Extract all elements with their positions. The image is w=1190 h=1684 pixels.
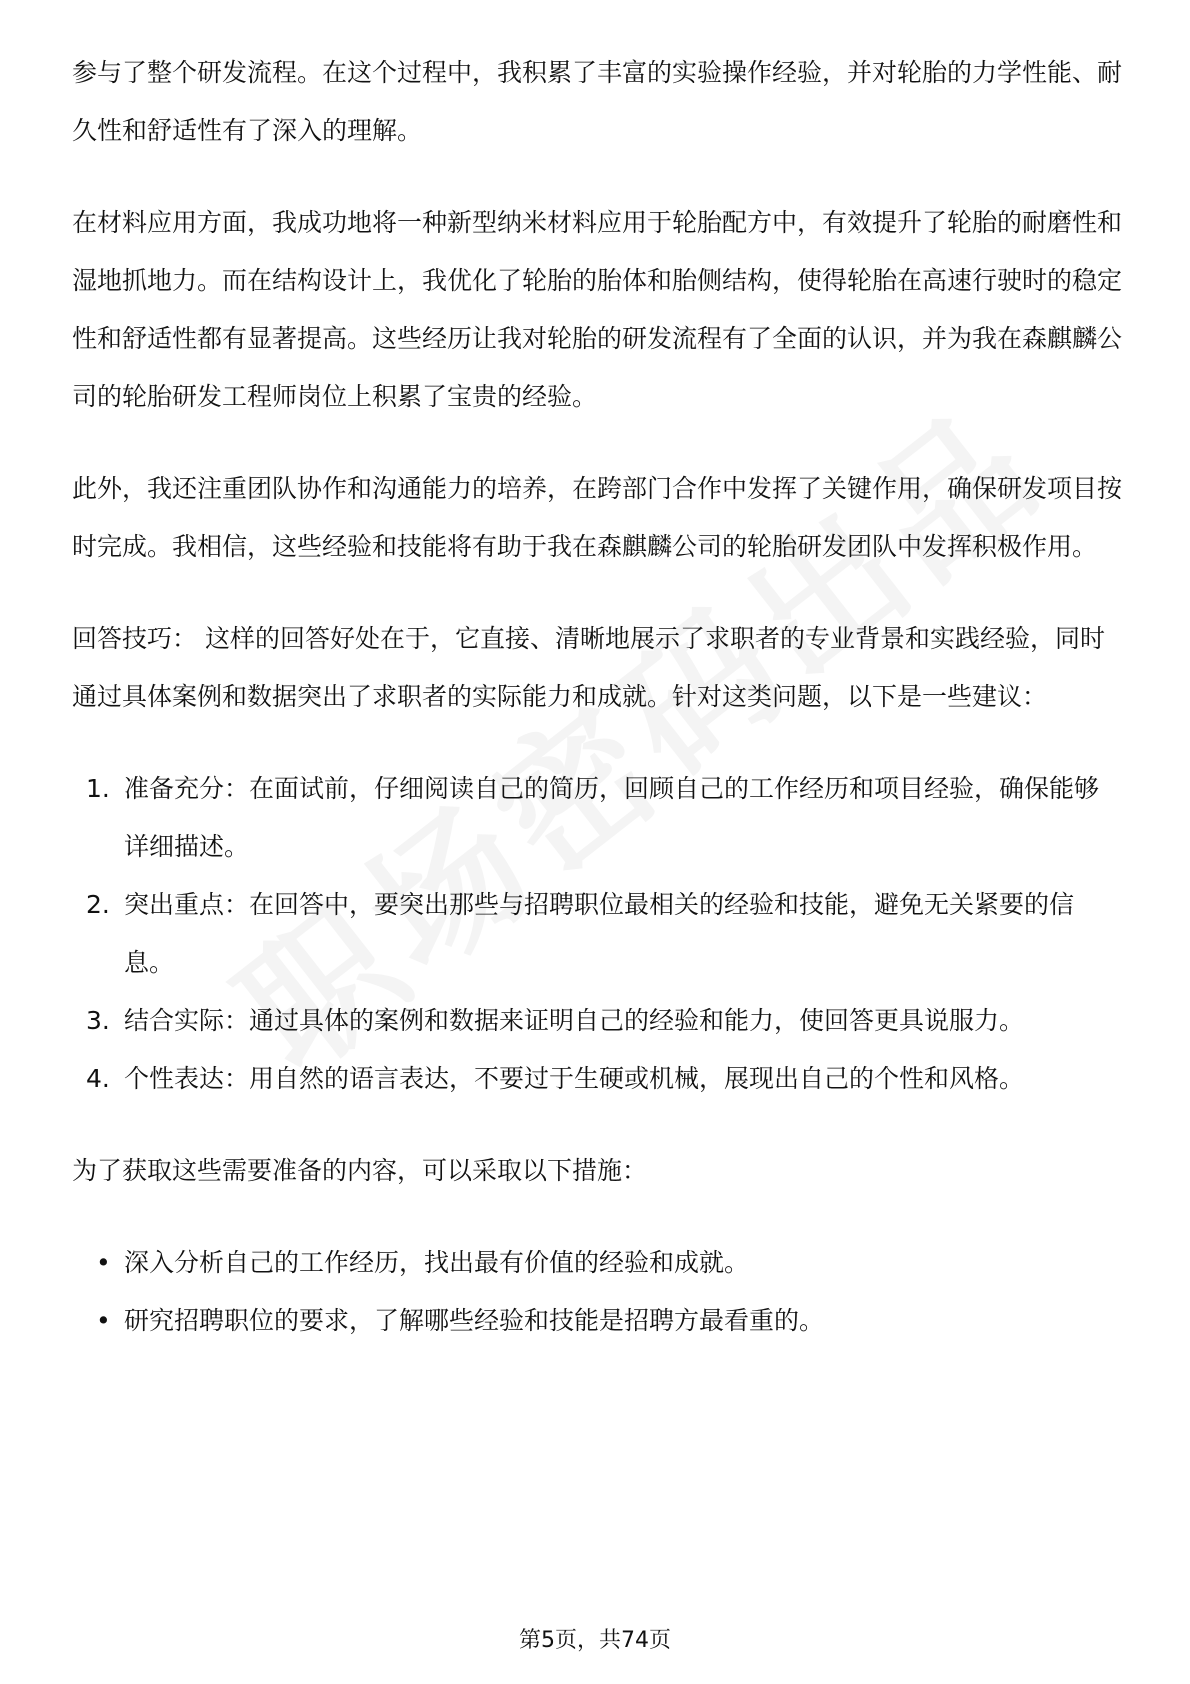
- list-item: [72, 1050, 1122, 1108]
- paragraph-2: 在材料应用方面，我成功地将一种新型纳米材料应用于轮胎配方中，有效提升了轮胎的耐磨性和湿地抓地力。而在结构设计上，我优化了轮胎的胎体和胎侧结构，使得轮胎在高速行驶时的稳定性和舒适性都有显著提高。这些经历让我对轮胎的研发流程有了全面的认识，并为我在森麒麟公司的轮胎研发工程师岗位上积累了宝贵的经验。: [72, 208, 1123, 411]
- paragraph-3: 此外，我还注重团队协作和沟通能力的培养，在跨部门合作中发挥了关键作用，确保研发项目按时完成。我相信，这些经验和技能将有助于我在森麒麟公司的轮胎研发团队中发挥积极作用。: [72, 474, 1123, 561]
- list-item-text: 个性表达：用自然的语言表达，不要过于生硬或机械，展现出自己的个性和风格。: [124, 1064, 1025, 1093]
- list-item-text: 研究招聘职位的要求，了解哪些经验和技能是招聘方最看重的。: [124, 1306, 825, 1335]
- bullet-list: [72, 1234, 1122, 1350]
- bullet-icon: •: [96, 1306, 111, 1335]
- list-number: 4.: [86, 1064, 110, 1093]
- numbered-list: [72, 760, 1122, 1108]
- list-number: 1.: [86, 774, 110, 803]
- list-item: [72, 876, 1122, 992]
- list-item-text: 突出重点：在回答中，要突出那些与招聘职位最相关的经验和技能，避免无关紧要的信息。: [124, 890, 1075, 977]
- list-item-text: 深入分析自己的工作经历，找出最有价值的经验和成就。: [124, 1248, 750, 1277]
- list-item: [72, 1292, 1122, 1350]
- paragraph-measures: 为了获取这些需要准备的内容，可以采取以下措施：: [72, 1156, 648, 1185]
- list-item-text: 准备充分：在面试前，仔细阅读自己的简历，回顾自己的工作经历和项目经验，确保能够详细描述。: [124, 774, 1100, 861]
- document-body: [72, 44, 1122, 1384]
- paragraph-answer-tips: 回答技巧： 这样的回答好处在于，它直接、清晰地展示了求职者的专业背景和实践经验，同时通过具体案例和数据突出了求职者的实际能力和成就。针对这类问题，以下是一些建议：: [72, 624, 1105, 711]
- list-item: [72, 1234, 1122, 1292]
- list-item-text: 结合实际：通过具体的案例和数据来证明自己的经验和能力，使回答更具说服力。: [124, 1006, 1025, 1035]
- list-number: 3.: [86, 1006, 110, 1035]
- list-item: [72, 992, 1122, 1050]
- bullet-icon: •: [96, 1248, 111, 1277]
- paragraph-1: 参与了整个研发流程。在这个过程中，我积累了丰富的实验操作经验，并对轮胎的力学性能、耐久性和舒适性有了深入的理解。: [72, 58, 1123, 145]
- list-number: 2.: [86, 890, 110, 919]
- list-item: [72, 760, 1122, 876]
- page-number: 第5页，共74页: [519, 1628, 671, 1653]
